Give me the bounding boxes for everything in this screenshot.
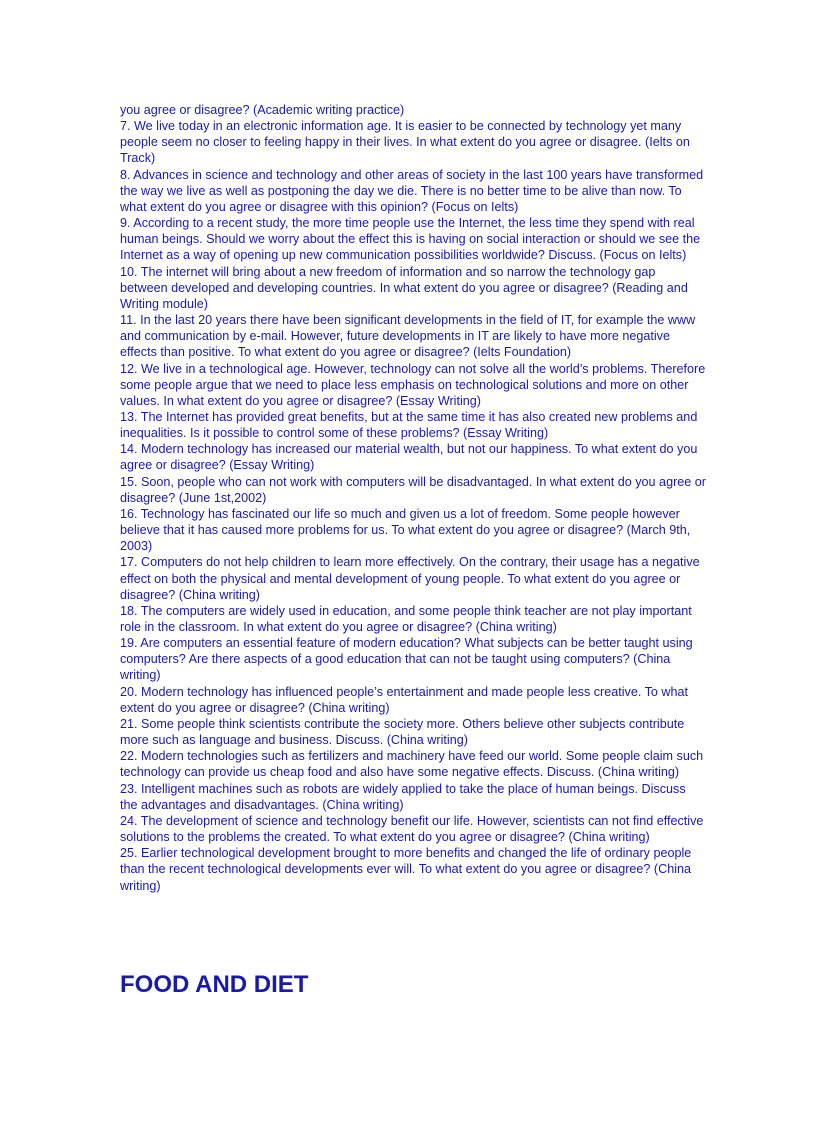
essay-question-24: 24. The development of science and technology benefit our life. However, scientists can not find effective solutions to the problems the created. To what extent do you agree or disagree? (China writing): [120, 813, 704, 845]
essay-question-17: 17. Computers do not help children to learn more effectively. On the contrary, their usage has a negative effect on both the physical and mental development of young people. To what extent do you agree or disagree? (China writing): [120, 555, 700, 602]
essay-question-16: 16. Technology has fascinated our life so much and given us a lot of freedom. Some people however believe that it has caused more problems for us. To what extent do you agree or disagree? (March 9th, 2003): [120, 506, 691, 554]
essay-question-11: 11. In the last 20 years there have been significant developments in the field of IT, for example the www and communication by e-mail. However, future developments in IT are likely to have more negative effects than positive. To what extent do you agree or disagree? (Ielts Foundation): [120, 313, 696, 360]
section-heading: FOOD AND DIET: [120, 971, 309, 998]
essay-question-23: 23. Intelligent machines such as robots are widely applied to take the place of human beings. Discuss the advantages and disadvantages. (China writing): [120, 781, 686, 812]
essay-question-18: 18. The computers are widely used in education, and some people think teacher are not play important role in the classroom. In what extent do you agree or disagree? (China writing): [120, 603, 692, 634]
essay-question-12: 12. We live in a technological age. However, technology can not solve all the world’s problems. Therefore some people argue that we need to place less emphasis on technological solutions and more on other values. In what extent do you agree or disagree? (Essay Writing): [120, 361, 706, 408]
essay-question-15: 15. Soon, people who can not work with computers will be disadvantaged. In what extent do you agree or disagree? (June 1st,2002): [120, 474, 706, 505]
essay-question-13: 13. The Internet has provided great benefits, but at the same time it has also created new problems and inequalities. Is it possible to control some of these problems? (Essay Writing): [120, 409, 698, 441]
essay-question-10: 10. The internet will bring about a new freedom of information and so narrow the technology gap between developed and developing countries. In what extent do you agree or disagree? (Reading and Writing module): [120, 264, 688, 311]
essay-question-25: 25. Earlier technological development brought to more benefits and changed the life of ordinary people than the recent technological developments ever will. To what extent do you agree or disagree? (China writing): [120, 846, 692, 893]
essay-question-21: 21. Some people think scientists contribute the society more. Others believe other subjects contribute more such as language and business. Discuss. (China writing): [120, 716, 685, 748]
essay-question-8: 8. Advances in science and technology and other areas of society in the last 100 years have transformed the way we live as well as postponing the day we die. There is no better time to be alive than now. To what extent do you agree or disagree with this opinion? (Focus on Ielts): [120, 167, 704, 214]
essay-question-19: 19. Are computers an essential feature of modern education? What subjects can be better taught using computers? Are there aspects of a good education that can not be taught using computers? (China writing): [120, 636, 693, 683]
essay-question-7: 7. We live today in an electronic information age. It is easier to be connected by technology yet many people seem no closer to feeling happy in their lives. In what extent do you agree or disagree. (Ielts on Track): [120, 119, 690, 166]
essay-question-14: 14. Modern technology has increased our material wealth, but not our happiness. To what extent do you agree or disagree? (Essay Writing): [120, 442, 698, 473]
essay-question-22: 22. Modern technologies such as fertilizers and machinery have feed our world. Some people claim such technology can provide us cheap food and also have some negative effects. Discuss. (China writing): [120, 749, 704, 780]
essay-question-continued: you agree or disagree? (Academic writing practice): [120, 103, 405, 117]
document-body: [120, 102, 706, 894]
essay-question-9: 9. According to a recent study, the more time people use the Internet, the less time they spend with real human beings. Should we worry about the effect this is having on social interaction or should we see the Internet as a way of opening up new communication possibilities worldwide? Discuss. (Focus on Ielts): [120, 216, 701, 263]
essay-question-20: 20. Modern technology has influenced people’s entertainment and made people less creative. To what extent do you agree or disagree? (China writing): [120, 684, 689, 715]
